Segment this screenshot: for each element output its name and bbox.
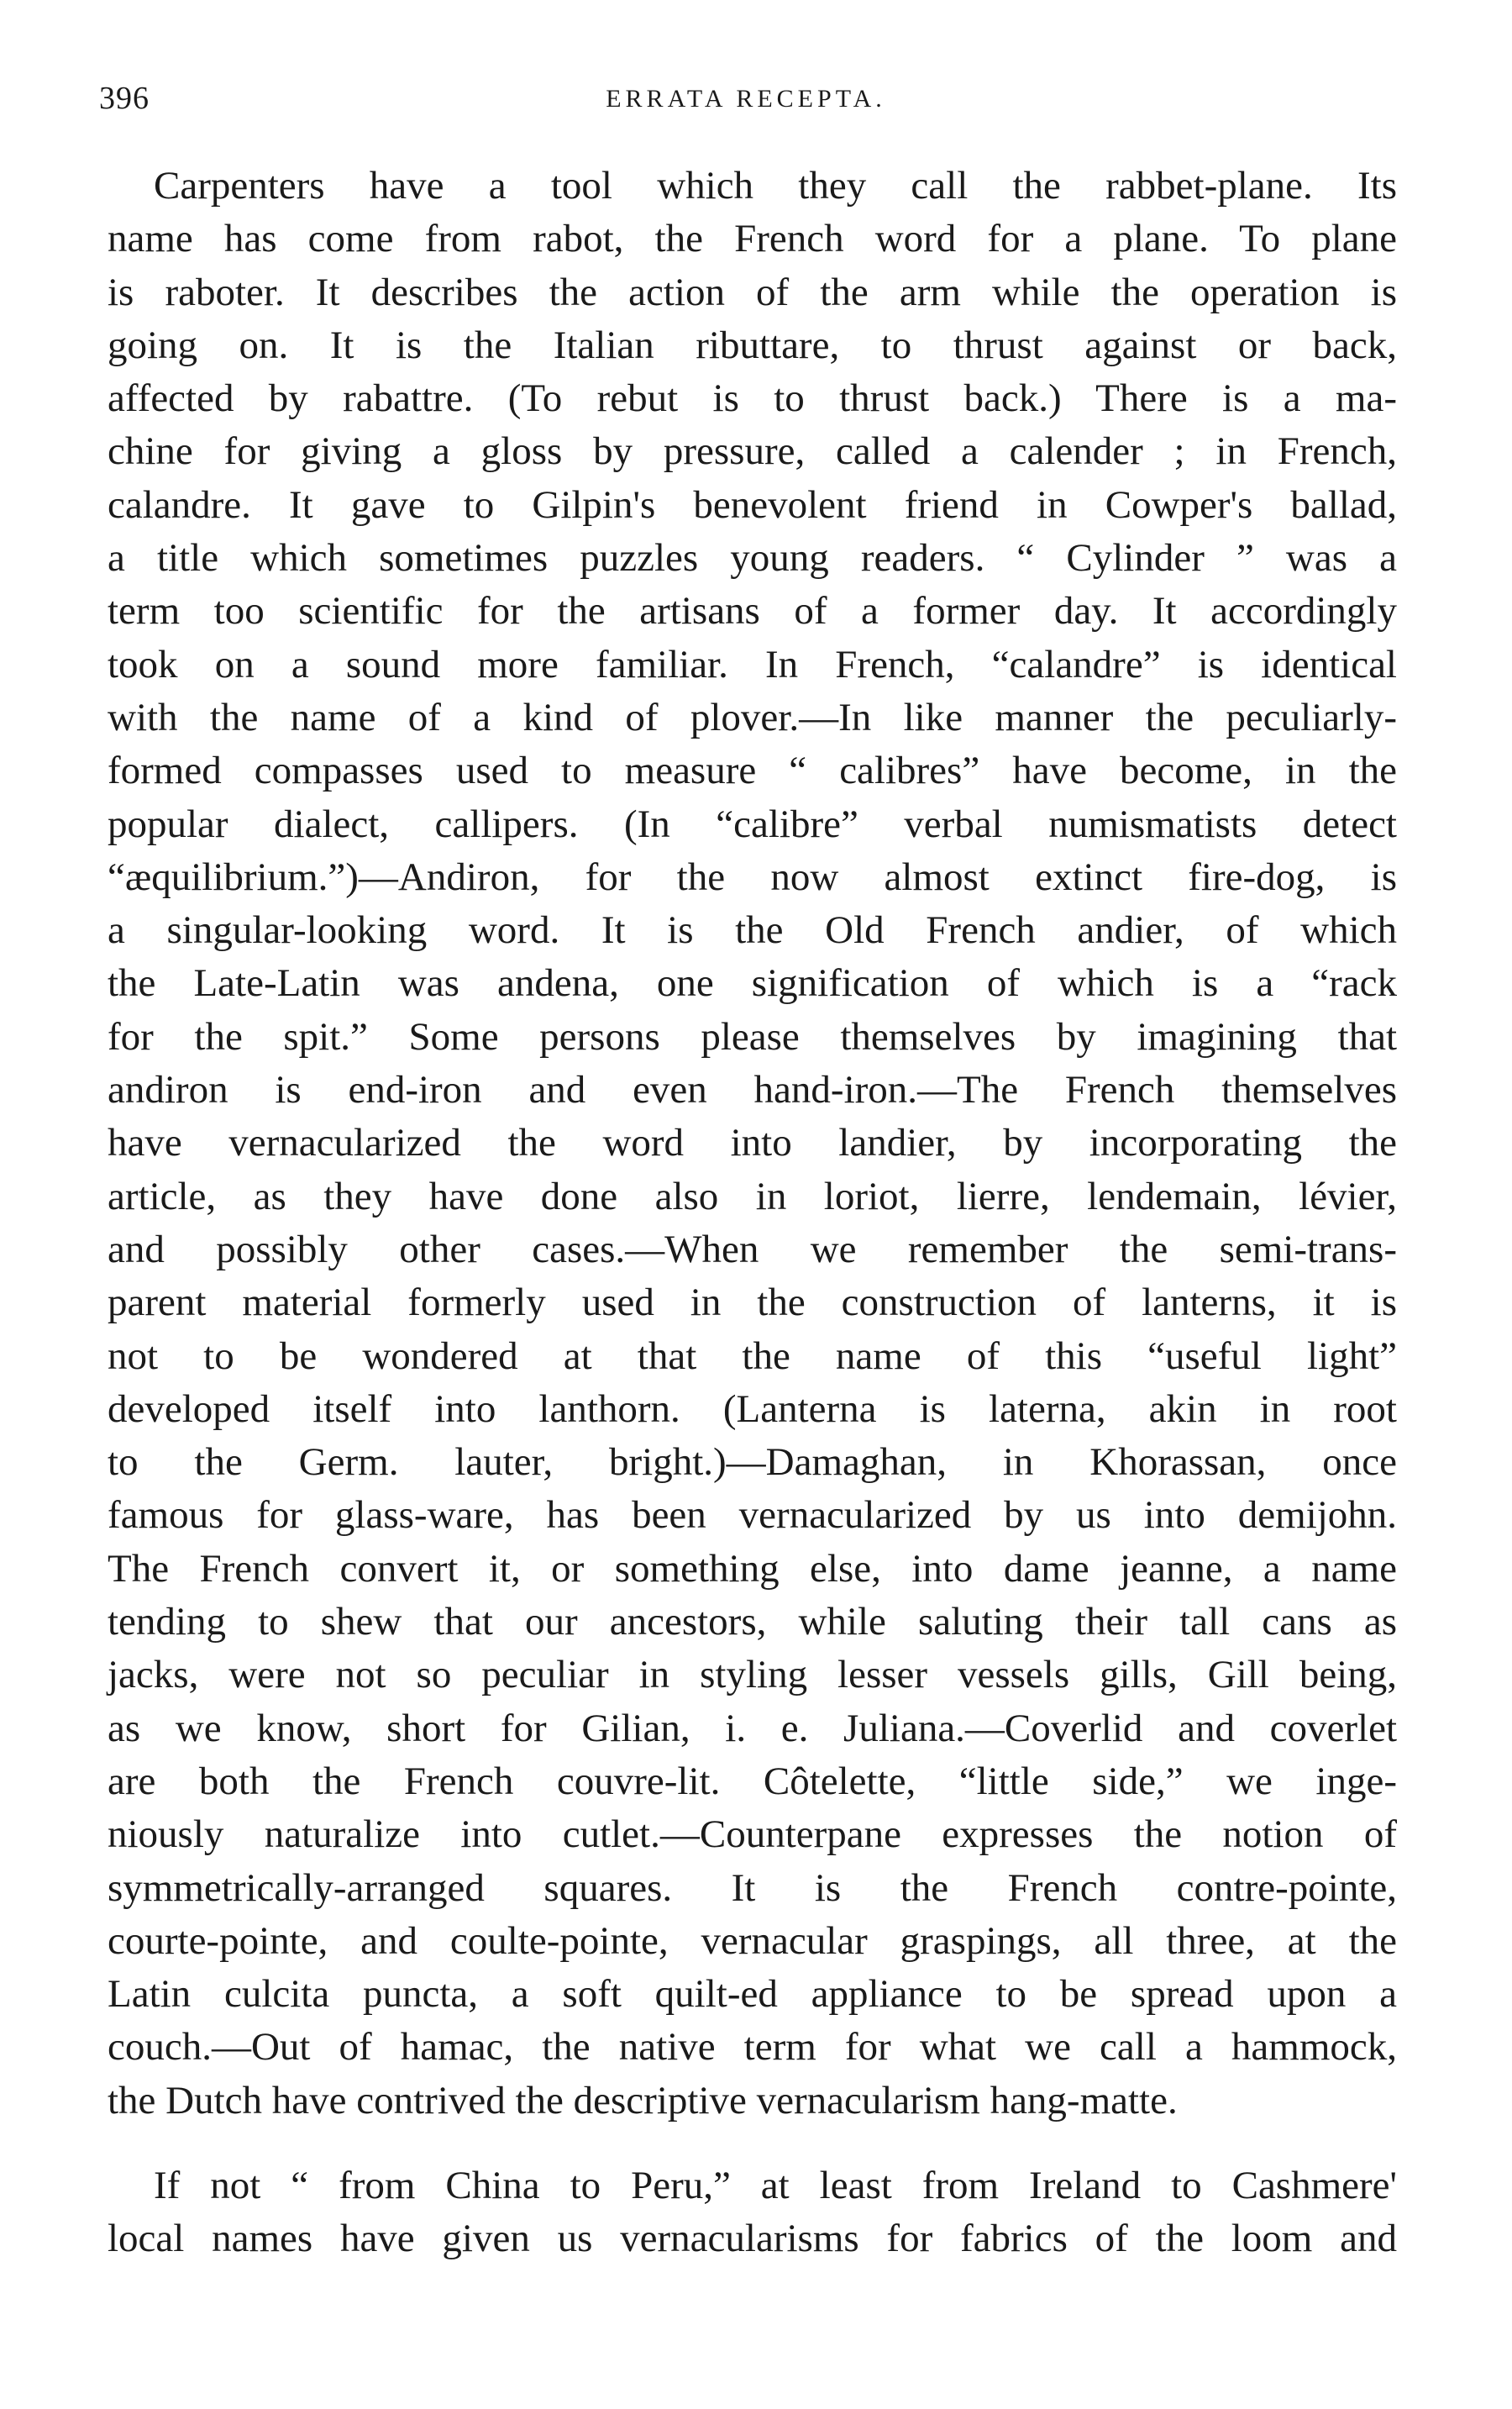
text-line: courte-pointe, and coulte-pointe, vernacular graspings, all three, at the	[108, 1918, 1397, 1963]
text-line: parent material formerly used in the construction of lanterns, it is	[108, 1281, 1397, 1325]
text-line: the Dutch have contrived the descriptive vernacularism hang-matte.	[108, 2078, 1178, 2122]
text-line: popular dialect, callipers. (In “calibre” verbal numismatists detect	[108, 802, 1397, 846]
text-line: couch.—Out of hamac, the native term for what we call a hammock,	[108, 2025, 1397, 2070]
text-line: to the Germ. lauter, bright.)—Damaghan, in Khorassan, once	[108, 1440, 1397, 1485]
text-line: article, as they have done also in loriot, lierre, lendemain, lévier,	[108, 1174, 1397, 1218]
paragraph-1	[108, 160, 1397, 2128]
text-line: local names have given us vernacularisms for fabrics of the loom and	[108, 2217, 1397, 2261]
text-line: If not “ from China to Peru,” at least from Ireland to Cashmere'	[154, 2163, 1397, 2207]
body-text	[108, 160, 1397, 2266]
text-line: is raboter. It describes the action of the arm while the operation is	[108, 270, 1397, 314]
page-number: 396	[99, 81, 150, 116]
text-line: took on a sound more familiar. In French, “calandre” is identical	[108, 642, 1397, 686]
text-line: as we know, short for Gilian, i. e. Juliana.—Coverlid and coverlet	[108, 1706, 1397, 1750]
text-line: for the spit.” Some persons please themselves by imagining that	[108, 1014, 1397, 1059]
text-line: “æquilibrium.”)—Andiron, for the now almost extinct fire-dog, is	[108, 855, 1397, 899]
text-line: Latin culcita puncta, a soft quilt-ed appliance to be spread upon a	[108, 1972, 1397, 2017]
text-line: a singular-looking word. It is the Old French andier, of which	[108, 908, 1397, 953]
text-line: andiron is end-iron and even hand-iron.—The French themselves	[108, 1068, 1397, 1112]
text-line: Carpenters have a tool which they call the rabbet-plane. Its	[154, 164, 1397, 208]
text-line: tending to shew that our ancestors, while saluting their tall cans as	[108, 1600, 1397, 1644]
text-line: famous for glass-ware, has been vernacularized by us into demijohn.	[108, 1493, 1397, 1538]
text-line: jacks, were not so peculiar in styling lesser vessels gills, Gill being,	[108, 1653, 1397, 1697]
text-line: name has come from rabot, the French word for a plane. To plane	[108, 217, 1397, 261]
text-line: with the name of a kind of plover.—In like manner the peculiarly-	[108, 695, 1397, 739]
text-line: term too scientific for the artisans of a former day. It accordingly	[108, 589, 1397, 634]
text-line: have vernacularized the word into landier, by incorporating the	[108, 1121, 1397, 1165]
text-line: the Late-Latin was andena, one signification of which is a “rack	[108, 961, 1397, 1006]
running-head: ERRATA RECEPTA.	[606, 85, 886, 113]
text-line: and possibly other cases.—When we remember the semi-trans-	[108, 1227, 1397, 1271]
text-line: affected by rabattre. (To rebut is to thrust back.) There is a ma-	[108, 376, 1397, 421]
text-line: going on. It is the Italian ributtare, to thrust against or back,	[108, 323, 1397, 367]
text-line: The French convert it, or something else, into dame jeanne, a name	[108, 1546, 1397, 1591]
text-line: not to be wondered at that the name of this “useful light”	[108, 1333, 1397, 1378]
text-line: formed compasses used to measure “ calibres” have become, in the	[108, 749, 1397, 793]
text-line: a title which sometimes puzzles young readers. “ Cylinder ” was a	[108, 536, 1397, 581]
text-line: developed itself into lanthorn. (Lanterna is laterna, akin in root	[108, 1386, 1397, 1431]
text-line: symmetrically-arranged squares. It is the French contre-pointe,	[108, 1865, 1397, 1910]
text-line: niously naturalize into cutlet.—Counterpane expresses the notion of	[108, 1812, 1397, 1857]
paragraph-2	[108, 2159, 1397, 2266]
text-line: chine for giving a gloss by pressure, called a calender ; in French,	[108, 429, 1397, 474]
text-line: are both the French couvre-lit. Côtelette, “little side,” we inge-	[108, 1759, 1397, 1803]
text-line: calandre. It gave to Gilpin's benevolent friend in Cowper's ballad,	[108, 482, 1397, 527]
page-header	[99, 80, 1393, 122]
